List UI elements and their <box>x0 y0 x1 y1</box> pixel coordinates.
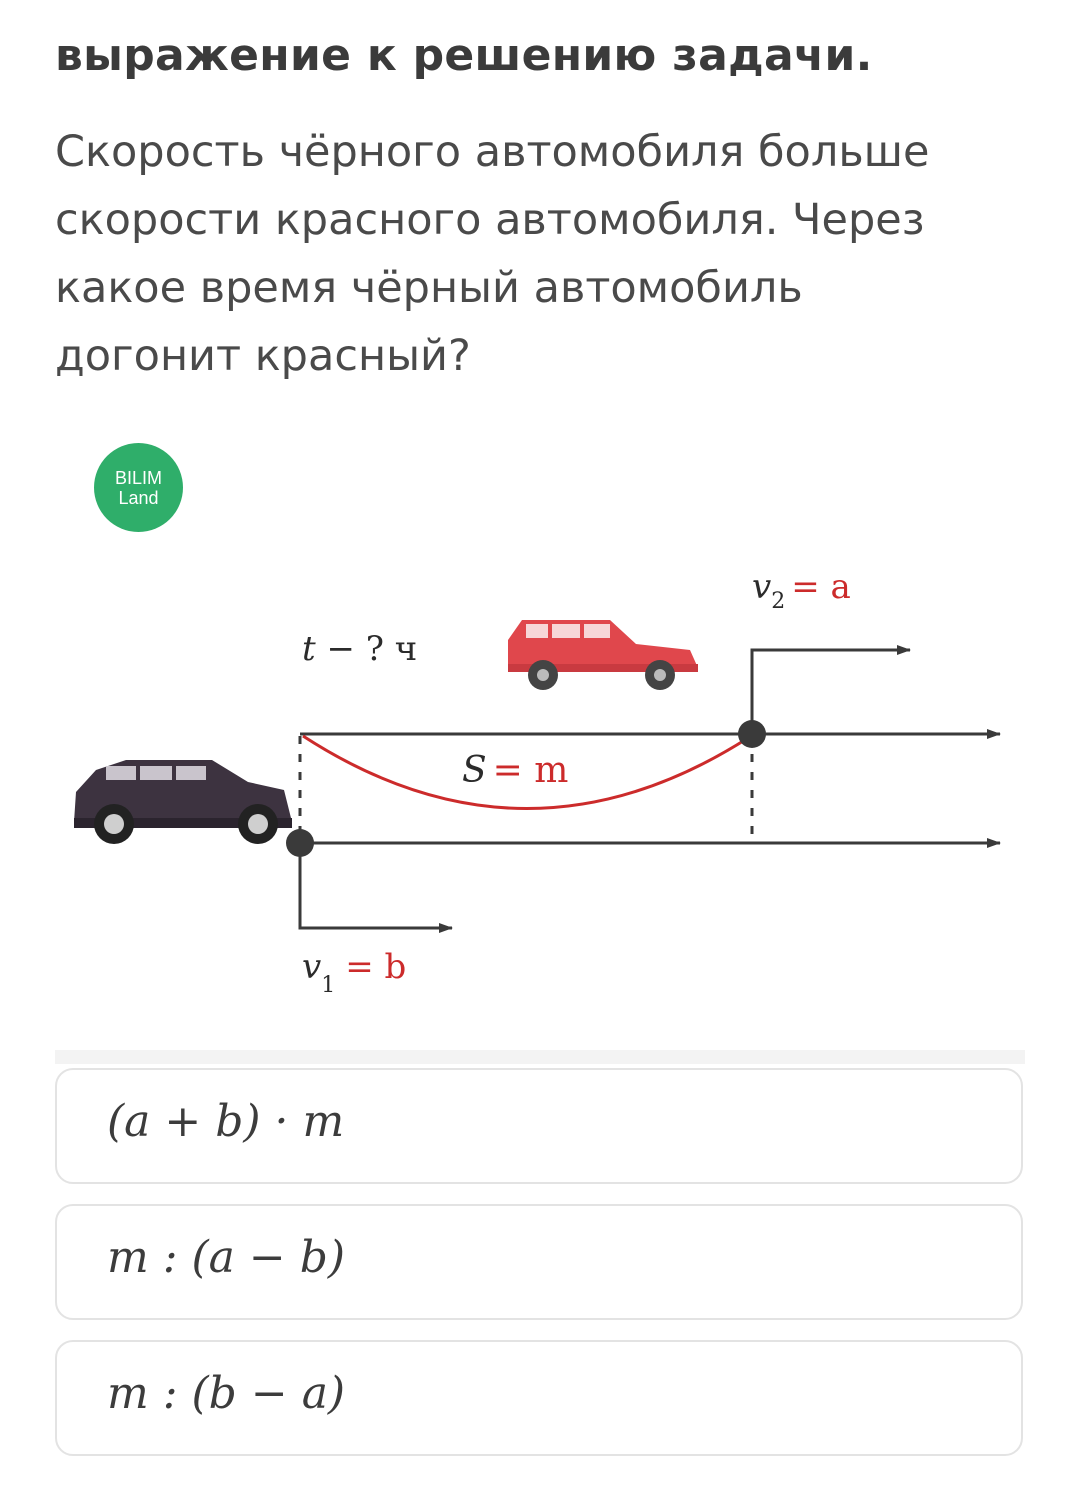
divider <box>55 1050 1025 1064</box>
time-label: t − ? ч <box>302 629 418 669</box>
red-car-point <box>738 720 766 748</box>
bilimland-logo: BILIM Land <box>94 443 183 532</box>
page-heading: выражение к решению задачи. <box>55 30 873 81</box>
answer-option-label: m : (a − b) <box>107 1232 346 1283</box>
question-line: скорости красного автомобиля. Через <box>55 195 925 245</box>
v2-label: $v_2 = a$ <box>752 567 851 614</box>
answer-option-label: m : (b − a) <box>107 1368 346 1419</box>
distance-label: S = m <box>462 750 569 791</box>
question-line: догонит красный? <box>55 331 471 381</box>
v1-arrow <box>300 845 452 928</box>
answer-option-1[interactable] <box>55 1068 1023 1184</box>
answer-option-3[interactable] <box>55 1340 1023 1456</box>
question-line: какое время чёрный автомобиль <box>55 263 803 313</box>
problem-figure <box>0 540 1080 1020</box>
question-line: Скорость чёрного автомобиля больше <box>55 127 930 177</box>
answer-option-2[interactable] <box>55 1204 1023 1320</box>
red-car-icon <box>508 620 698 690</box>
answer-option-label: (a + b) · m <box>107 1096 345 1147</box>
v1-label: $v_1 = b$ <box>302 947 407 998</box>
black-car-icon <box>74 760 292 844</box>
v2-arrow <box>752 650 910 733</box>
question-text <box>55 118 1035 390</box>
